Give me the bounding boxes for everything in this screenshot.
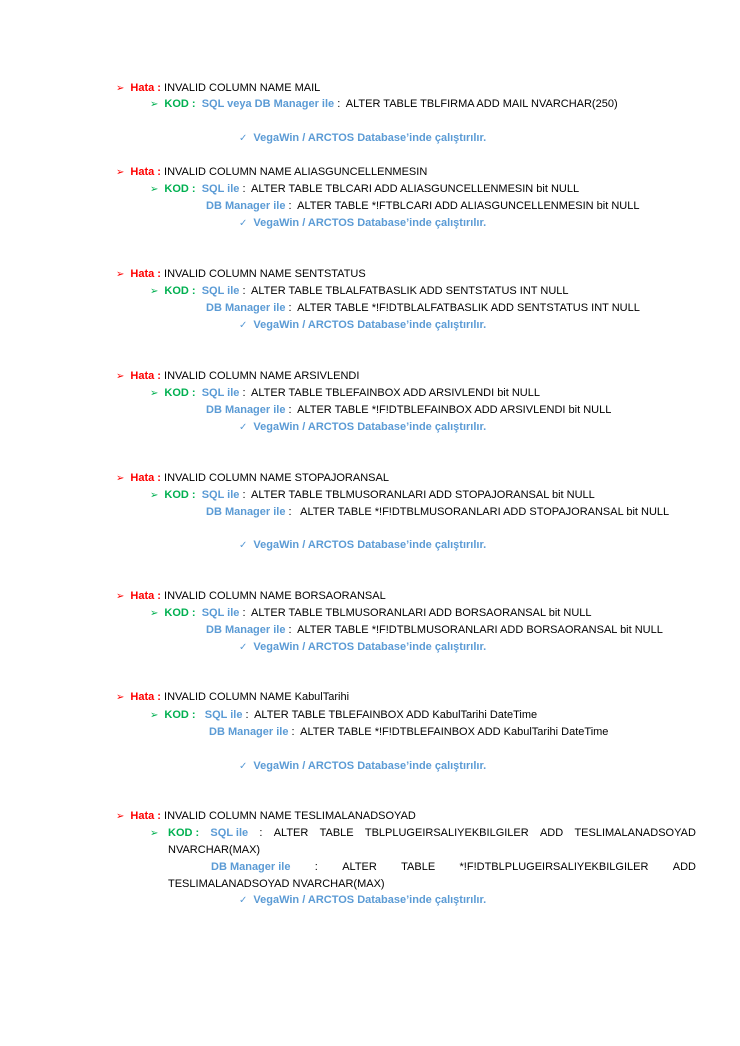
db-line: DB Manager ile : ALTER TABLE *!F!DTBLMUSORANLARI ADD STOPAJORANSAL bit NULL [206, 506, 670, 518]
vegawin-line [239, 420, 486, 435]
sql-word: TBLPLUGEIRSALIYEKBILGILER [364, 827, 529, 839]
sql-command: ALTER TABLE TBLEFAINBOX ADD KabulTarihi DateTime [254, 709, 538, 721]
sql-word: TESLIMALANADSOYAD [574, 827, 696, 839]
vegawin-line [239, 893, 486, 908]
vegawin-line [239, 318, 486, 333]
sql-command: ALTER TABLE TBLCARI ADD ALIASGUNCELLENMESIN bit NULL [251, 183, 580, 195]
arrow-bullet-icon: ➢ [116, 83, 125, 94]
db-word: ALTER [342, 861, 377, 873]
kod-line: ➢ KOD : SQL ile : ALTER TABLE TBLMUSORANLARI ADD STOPAJORANSAL bit NULL [150, 489, 595, 501]
sql-word: ADD [539, 827, 564, 839]
kod-label: KOD : [168, 827, 200, 839]
checkmark-icon: ✓ [239, 218, 248, 229]
arrow-bullet-icon: ➢ [116, 269, 125, 280]
hata-line [116, 690, 349, 705]
hata-text: INVALID COLUMN NAME SENTSTATUS [164, 268, 366, 280]
checkmark-icon: ✓ [239, 895, 248, 906]
arrow-bullet-icon: ➢ [116, 167, 125, 178]
db-manager-label: DB Manager ile [211, 861, 291, 873]
kod-label: KOD : [164, 387, 196, 399]
db-manager-label: DB Manager ile [206, 200, 286, 212]
hata-label: Hata : [130, 691, 161, 703]
arrow-bullet-icon: ➢ [150, 828, 159, 839]
kod-line: ➢ KOD : SQL ile : ALTER TABLE TBLEFAINBOX ADD KabulTarihi DateTime [150, 709, 538, 721]
db-manager-label: DB Manager ile [206, 506, 286, 518]
hata-line [116, 589, 386, 604]
db-manager-label: DB Manager ile [206, 302, 286, 314]
hata-label: Hata : [130, 166, 161, 178]
vegawin-note: VegaWin / ARCTOS Database’inde çalıştırılır. [253, 132, 487, 144]
kod-label: KOD : [164, 709, 196, 721]
sql-command: ALTER TABLE TBLMUSORANLARI ADD BORSAORANSAL bit NULL [251, 607, 592, 619]
vegawin-note: VegaWin / ARCTOS Database’inde çalıştırılır. [253, 641, 487, 653]
vegawin-line [239, 131, 486, 146]
hata-text: INVALID COLUMN NAME ARSIVLENDI [164, 370, 360, 382]
kod-line: ➢ KOD : SQL ile : ALTER TABLE TBLCARI ADD ALIASGUNCELLENMESIN bit NULL [150, 183, 580, 195]
hata-line [116, 471, 389, 486]
checkmark-icon: ✓ [239, 320, 248, 331]
checkmark-icon: ✓ [239, 133, 248, 144]
checkmark-icon: ✓ [239, 422, 248, 433]
db-command: ALTER TABLE *!F!DTBLMUSORANLARI ADD BORSAORANSAL bit NULL [297, 624, 663, 636]
vegawin-note: VegaWin / ARCTOS Database’inde çalıştırılır. [253, 217, 487, 229]
db-line: DB Manager ile : ALTER TABLE *!F!DTBLEFAINBOX ADD KabulTarihi DateTime [209, 726, 609, 738]
arrow-bullet-icon: ➢ [116, 591, 125, 602]
vegawin-line [239, 759, 486, 774]
vegawin-note: VegaWin / ARCTOS Database’inde çalıştırılır. [253, 894, 487, 906]
vegawin-line [239, 538, 486, 553]
sql-ile-label: SQL ile [210, 827, 249, 839]
vegawin-note: VegaWin / ARCTOS Database’inde çalıştırılır. [253, 421, 487, 433]
sql-word: TABLE [319, 827, 354, 839]
sql-word: ALTER [273, 827, 309, 839]
hata-label: Hata : [130, 590, 161, 602]
sql-ile-label: SQL ile [201, 183, 240, 195]
hata-line [116, 165, 427, 180]
sql-ile-label: SQL ile [204, 709, 243, 721]
kod-line [150, 826, 164, 841]
kod-line: ➢ KOD : SQL ile : ALTER TABLE TBLALFATBASLIK ADD SENTSTATUS INT NULL [150, 285, 569, 297]
hata-line [116, 267, 366, 282]
db-justified-line: DB Manager ile : ALTER TABLE *!F!DTBLPLUGEIRSALIYEKBILGILER ADD [211, 861, 696, 873]
hata-line [116, 369, 359, 384]
hata-text: INVALID COLUMN NAME BORSAORANSAL [164, 590, 386, 602]
db-continuation: TESLIMALANADSOYAD NVARCHAR(MAX) [168, 878, 385, 890]
hata-line [116, 809, 416, 824]
arrow-bullet-icon: ➢ [116, 692, 125, 703]
checkmark-icon: ✓ [239, 642, 248, 653]
kod-justified-line: KOD : SQL ile : ALTER TABLE TBLPLUGEIRSALIYEKBILGILER ADD TESLIMALANADSOYAD [168, 827, 696, 839]
hata-label: Hata : [130, 82, 161, 94]
vegawin-line [239, 216, 486, 231]
sql-command: ALTER TABLE TBLEFAINBOX ADD ARSIVLENDI bit NULL [251, 387, 540, 399]
hata-label: Hata : [130, 472, 161, 484]
db-manager-label: DB Manager ile [206, 624, 286, 636]
vegawin-line [239, 640, 486, 655]
sql-veya-db-label: SQL veya DB Manager ile [201, 98, 335, 110]
checkmark-icon: ✓ [239, 540, 248, 551]
db-line: DB Manager ile : ALTER TABLE *!F!DTBLEFAINBOX ADD ARSIVLENDI bit NULL [206, 404, 612, 416]
kod-label: KOD : [164, 607, 196, 619]
sql-continuation: NVARCHAR(MAX) [168, 844, 261, 856]
hata-text: INVALID COLUMN NAME KabulTarihi [164, 691, 350, 703]
db-command: ALTER TABLE *!F!DTBLEFAINBOX ADD ARSIVLENDI bit NULL [297, 404, 612, 416]
arrow-bullet-icon: ➢ [150, 388, 159, 399]
hata-label: Hata : [130, 268, 161, 280]
kod-line: ➢ KOD : SQL ile : ALTER TABLE TBLMUSORANLARI ADD BORSAORANSAL bit NULL [150, 607, 592, 619]
checkmark-icon: ✓ [239, 761, 248, 772]
hata-label: Hata : [130, 370, 161, 382]
db-command: ALTER TABLE *!F!DTBLMUSORANLARI ADD STOPAJORANSAL bit NULL [300, 506, 670, 518]
vegawin-note: VegaWin / ARCTOS Database’inde çalıştırılır. [253, 760, 487, 772]
db-manager-label: DB Manager ile [209, 726, 289, 738]
hata-line [116, 81, 320, 96]
sql-command: ALTER TABLE TBLFIRMA ADD MAIL NVARCHAR(250) [345, 98, 618, 110]
sql-ile-label: SQL ile [201, 607, 240, 619]
db-line: DB Manager ile : ALTER TABLE *!F!DTBLALFATBASLIK ADD SENTSTATUS INT NULL [206, 302, 640, 314]
hata-text: INVALID COLUMN NAME MAIL [164, 82, 321, 94]
kod-label: KOD : [164, 285, 196, 297]
kod-label: KOD : [164, 98, 196, 110]
arrow-bullet-icon: ➢ [150, 490, 159, 501]
sql-ile-label: SQL ile [201, 489, 240, 501]
db-word: TABLE [401, 861, 436, 873]
sql-command: ALTER TABLE TBLALFATBASLIK ADD SENTSTATUS INT NULL [251, 285, 569, 297]
arrow-bullet-icon: ➢ [150, 286, 159, 297]
arrow-bullet-icon: ➢ [150, 608, 159, 619]
kod-label: KOD : [164, 183, 196, 195]
sql-ile-label: SQL ile [201, 387, 240, 399]
kod-line: ➢ KOD : SQL veya DB Manager ile : ALTER TABLE TBLFIRMA ADD MAIL NVARCHAR(250) [150, 98, 618, 110]
arrow-bullet-icon: ➢ [150, 710, 159, 721]
arrow-bullet-icon: ➢ [150, 184, 159, 195]
kod-label: KOD : [164, 489, 196, 501]
db-word: *!F!DTBLPLUGEIRSALIYEKBILGILER [459, 861, 649, 873]
kod-line: ➢ KOD : SQL ile : ALTER TABLE TBLEFAINBOX ADD ARSIVLENDI bit NULL [150, 387, 540, 399]
arrow-bullet-icon: ➢ [116, 473, 125, 484]
db-word: ADD [672, 861, 696, 873]
arrow-bullet-icon: ➢ [116, 811, 125, 822]
vegawin-note: VegaWin / ARCTOS Database’inde çalıştırılır. [253, 539, 487, 551]
sql-command: ALTER TABLE TBLMUSORANLARI ADD STOPAJORANSAL bit NULL [251, 489, 595, 501]
db-manager-label: DB Manager ile [206, 404, 286, 416]
db-line: DB Manager ile : ALTER TABLE *!FTBLCARI ADD ALIASGUNCELLENMESIN bit NULL [206, 200, 640, 212]
hata-label: Hata : [130, 810, 161, 822]
arrow-bullet-icon: ➢ [150, 99, 159, 110]
hata-text: INVALID COLUMN NAME TESLIMALANADSOYAD [164, 810, 416, 822]
db-command: ALTER TABLE *!FTBLCARI ADD ALIASGUNCELLENMESIN bit NULL [297, 200, 640, 212]
hata-text: INVALID COLUMN NAME ALIASGUNCELLENMESIN [164, 166, 428, 178]
vegawin-note: VegaWin / ARCTOS Database’inde çalıştırılır. [253, 319, 487, 331]
db-line: DB Manager ile : ALTER TABLE *!F!DTBLMUSORANLARI ADD BORSAORANSAL bit NULL [206, 624, 663, 636]
hata-text: INVALID COLUMN NAME STOPAJORANSAL [164, 472, 389, 484]
arrow-bullet-icon: ➢ [116, 371, 125, 382]
db-command: ALTER TABLE *!F!DTBLEFAINBOX ADD KabulTarihi DateTime [300, 726, 609, 738]
sql-ile-label: SQL ile [201, 285, 240, 297]
db-command: ALTER TABLE *!F!DTBLALFATBASLIK ADD SENTSTATUS INT NULL [297, 302, 640, 314]
